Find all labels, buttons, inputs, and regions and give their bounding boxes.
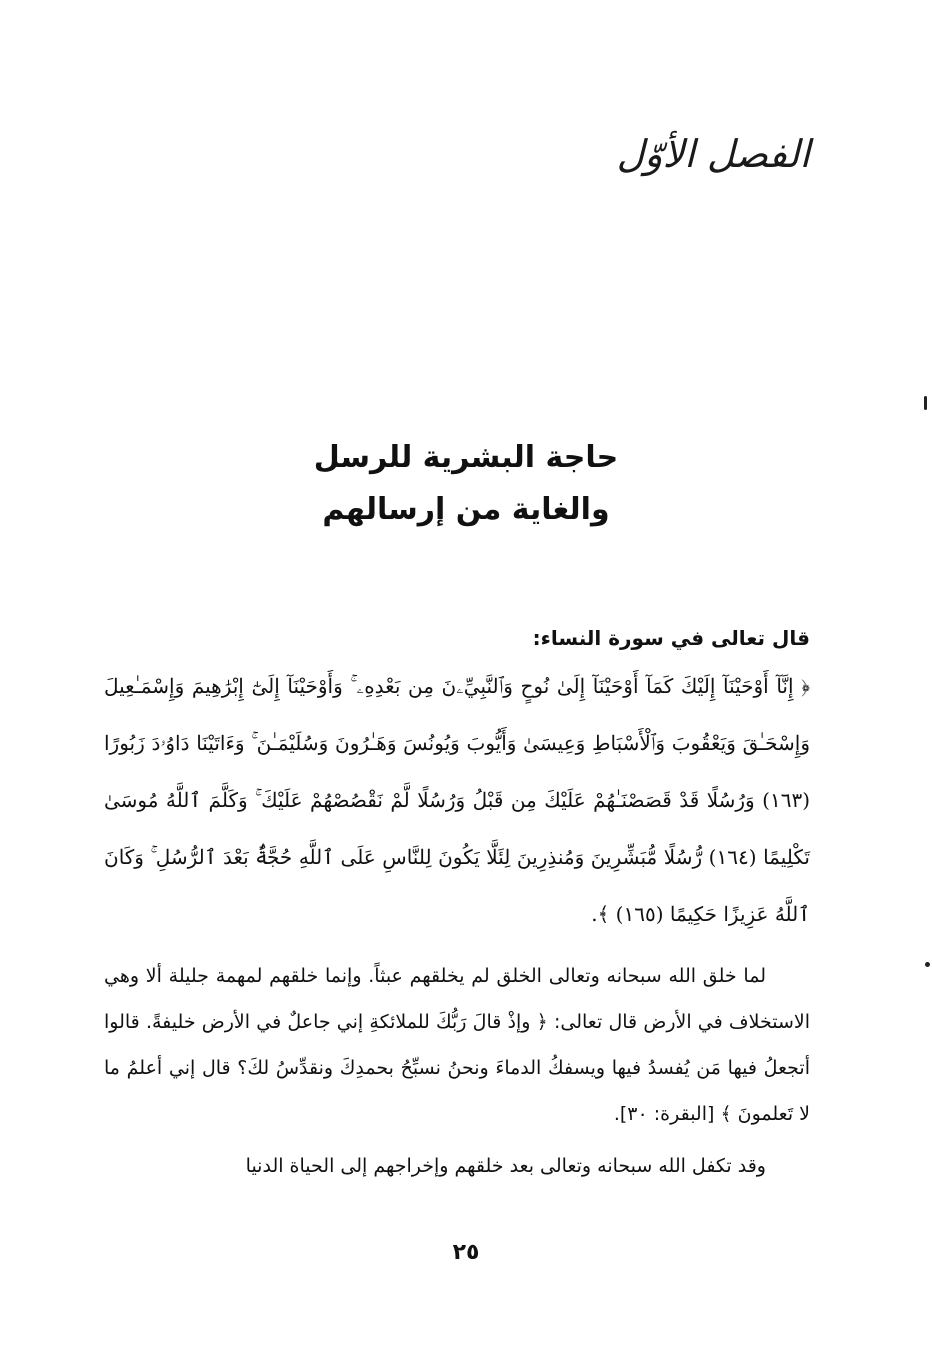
- section-title: [0, 432, 932, 536]
- body-text: [104, 620, 810, 1189]
- section-title-line-1: حاجة البشرية للرسل: [313, 440, 619, 475]
- section-title-line-2: والغاية من إرسالهم: [322, 492, 610, 527]
- quran-passage: ﴿ إِنَّآ أَوْحَيْنَآ إِلَيْكَ كَمَآ أَوْحَيْنَآ إِلَىٰ نُوحٍ وَٱلنَّبِيِّۦنَ مِن بَعْدِهِۦ ۚ وَأَوْحَيْنَآ إِلَىٰٓ إِبْرَٰهِيمَ وَإِسْمَـٰعِيلَ وَإِسْحَـٰقَ وَيَعْقُوبَ وَٱلْأَسْبَاطِ وَعِيسَىٰ وَأَيُّوبَ وَيُونُسَ وَهَـٰرُونَ وَسُلَيْمَـٰنَ ۚ وَءَاتَيْنَا دَاوُۥدَ زَبُورًا (١٦٣) وَرُسُلًا قَدْ قَصَصْنَـٰهُمْ عَلَيْكَ مِن قَبْلُ وَرُسُلًا لَّمْ نَقْصُصْهُمْ عَلَيْكَ ۚ وَكَلَّمَ ٱللَّهُ مُوسَىٰ تَكْلِيمًا (١٦٤) رُّسُلًا مُّبَشِّرِينَ وَمُنذِرِينَ لِئَلَّا يَكُونَ لِلنَّاسِ عَلَى ٱللَّهِ حُجَّةٌۢ بَعْدَ ٱلرُّسُلِ ۚ وَكَانَ ٱللَّهُ عَزِيزًا حَكِيمًا (١٦٥) ﴾.: [104, 674, 810, 926]
- quran-intro: قال تعالى في سورة النساء:: [532, 626, 810, 650]
- scan-edge-mark: [924, 396, 927, 410]
- paragraph-1: لما خلق الله سبحانه وتعالى الخلق لم يخلقهم عبثاً. وإنما خلقهم لمهمة جليلة ألا وهي الاستخلاف في الأرض قال تعالى: ﴿ وإذْ قالَ رَبُّكَ للملائكةِ إني جاعلٌ في الأرض خليفةً. قالوا أتجعلُ فيها مَن يُفسدُ فيها ويسفكُ الدماءَ ونحنُ نسبِّحُ بحمدِكَ ونقدِّسُ لكَ؟ قال إني أعلمُ ما لا تَعلمونَ ﴾ [البقرة: ٣٠].: [104, 965, 810, 1125]
- page-number: ٢٥: [452, 1240, 480, 1265]
- chapter-heading: الفصل الأوّل: [616, 132, 810, 176]
- paragraph-2: وقد تكفل الله سبحانه وتعالى بعد خلقهم وإخراجهم إلى الحياة الدنيا: [245, 1155, 766, 1177]
- scan-edge-dot: [925, 962, 930, 967]
